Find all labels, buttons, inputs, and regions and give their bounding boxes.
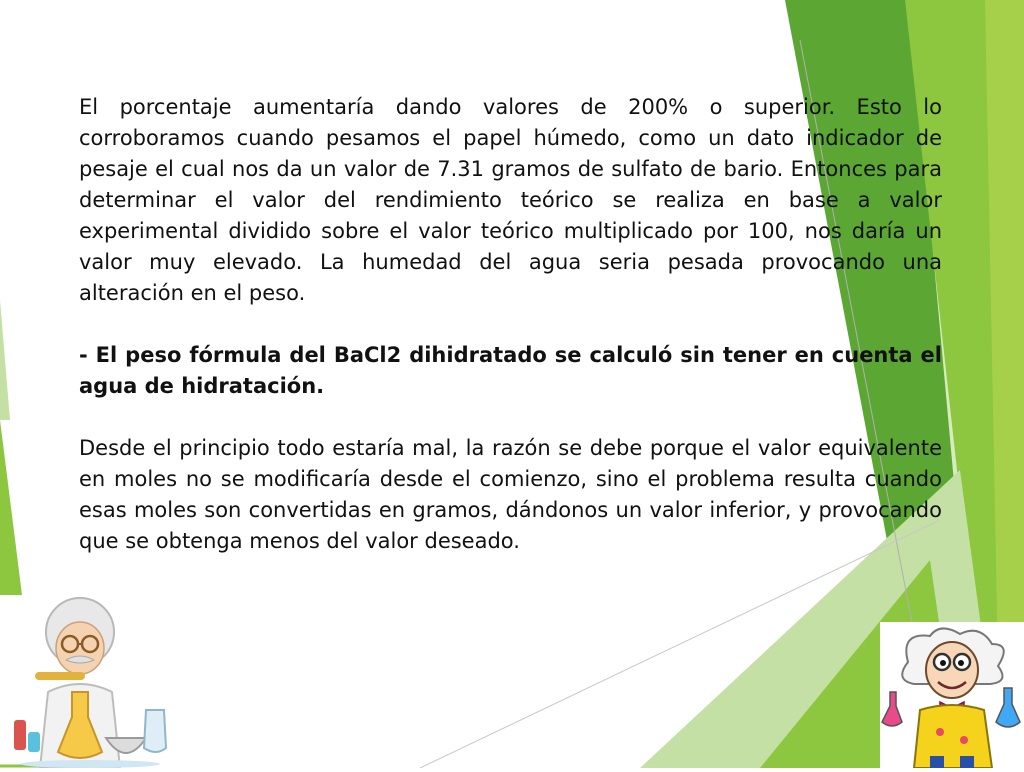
bottle-icon — [14, 720, 26, 750]
flask-icon — [882, 692, 902, 726]
scientist-left-illustration — [10, 592, 170, 768]
scientist-right-illustration-frame — [880, 622, 1024, 768]
left-green-triangle-light — [0, 300, 10, 420]
spacer — [79, 309, 942, 340]
flask-icon — [996, 688, 1020, 727]
paragraph-moles: Desde el principio todo estaría mal, la razón se debe porque el valor equivalente en moles no se modificaría desde el comienzo, sino el problema resulta cuando esas moles son convertidas en gramos, dándonos un valor inferior, y provocando que se obtenga menos del valor deseado. — [79, 436, 942, 553]
spacer — [79, 402, 942, 433]
bullet-bacl2: - El peso fórmula del BaCl2 dihidratado se calculó sin tener en cuenta el agua de hidratación. — [79, 343, 942, 398]
slide-body — [79, 92, 942, 557]
beaker-icon — [144, 710, 166, 752]
cartoon-scientist-icon — [880, 622, 1024, 768]
left-green-triangle — [0, 420, 22, 595]
paragraph-rendimiento: El porcentaje aumentaría dando valores de 200% o superior. Esto lo corroboramos cuando pesamos el papel húmedo, como un dato indicador de pesaje el cual nos da un valor de 7.31 gramos de sulfato de bario. Entonces para determinar el valor del rendimiento teórico se realiza en base a valor experimental dividido sobre el valor teórico multiplicado por 100, nos daría un valor muy elevado. La humedad del agua seria pesada provocando una alteración en el peso. — [79, 95, 942, 305]
bottle-icon — [28, 732, 40, 752]
